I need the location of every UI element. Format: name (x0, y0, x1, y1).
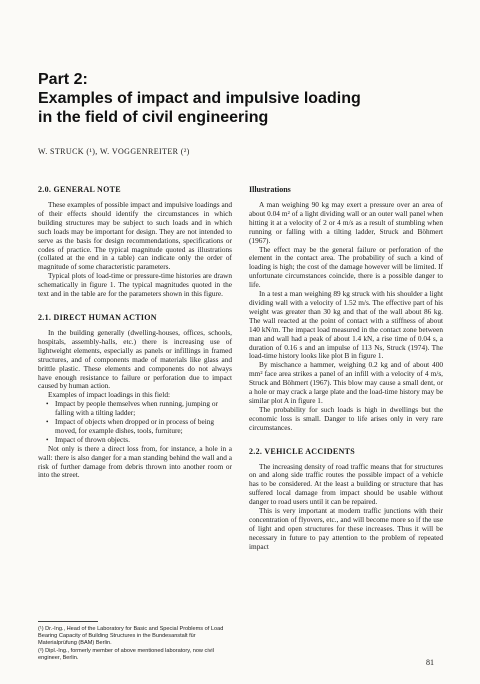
footnote-1: (¹) Dr.-Ing., Head of the Laboratory for Basic and Special Problems of Load Bearing Capacity of Building Structures in the Bundesanstalt für Materialprüfung (BAM) Berlin. (38, 626, 224, 646)
illustrations-heading: Illustrations (249, 185, 291, 194)
human-paragraph-3: Not only is there a direct loss from, for instance, a hole in a wall: there is also danger for a man standing behind the wall and a risk of further damage from debris thrown into another room or into the street. (38, 443, 232, 480)
bullet-icon: • (46, 435, 49, 444)
vehicle-paragraph-2: This is very important at modern traffic junctions with their concentration of flyovers, etc., and will become more so if the use of light and open structures for these increases. Thus it will be necessary in future to pay attention to the problem of repeated impact (249, 506, 443, 551)
title-line-1: Examples of impact and impulsive loading (38, 90, 361, 107)
list-item (46, 418, 232, 436)
footnotes (38, 621, 232, 663)
illustrations-paragraph-5: The probability for such loads is high in dwellings but the economic loss is small. Danger to life arises only in very rare circumstances. (249, 404, 443, 432)
human-paragraph-1: In the building generally (dwelling-houses, offices, schools, hospitals, assembly-halls, etc.) there is increasing use of lightweight elements, especially as panels or infillings in framed structures, and of components made of materials like glass and brittle plastic. These elements and components do not always have enough resistance to failure or perforation due to impact caused by human action. (38, 327, 232, 391)
illustrations-paragraph-4: By mischance a hammer, weighing 0.2 kg and of about 400 mm² face area strikes a panel of an infill with a velocity of 4 m/s, Struck and Böhmert (1967). This blow may cause a small dent, or a hole or may crack a large plate and the load-time history may be similar plot A in figure 1. (249, 360, 443, 405)
left-column (38, 185, 232, 480)
list-item-text: Impact of thrown objects. (55, 434, 130, 444)
right-column (249, 185, 443, 552)
section-heading-human-action: 2.1. DIRECT HUMAN ACTION (38, 312, 157, 322)
illustrations-paragraph-3: In a test a man weighing 89 kg struck with his shoulder a light dividing wall with a velocity of 1.52 m/s. The effective part of his weight was greater than 30 kg and that of the wall about 86 kg. The wall reacted at the point of contact with a stiffness of about 140 kN/m. The impact load measured in the contact zone between man and wall had a peak of about 1.4 kN, a rise time of 0.04 s, a duration of 0.16 s and an impulse of 113 Ns, Struck (1974). The load-time history looks like plot B in figure 1. (249, 289, 443, 361)
section-heading-vehicle-accidents: 2.2. VEHICLE ACCIDENTS (249, 446, 356, 456)
list-item-text: Impact of objects when dropped or in process of being moved, for example dishes, tools, furniture; (55, 417, 215, 435)
part-label: Part 2: (38, 71, 88, 88)
title-line-2: in the field of civil engineering (38, 109, 269, 126)
footnote-divider (38, 621, 98, 622)
general-paragraph-2: Typical plots of load-time or pressure-time histories are drawn schematically in figure 1. The typical magnitudes quoted in the text and in the table are for the parameters shown in this figure. (38, 271, 232, 299)
illustrations-paragraph-2: The effect may be the general failure or perforation of the element in the contact area. The probability of such a kind of loading is high; the cost of the damage however will be limited. If unfortunate circumstances coincide, there is a possible danger to life. (249, 244, 443, 290)
bullet-icon: • (46, 400, 49, 409)
page-number: 81 (426, 658, 434, 667)
general-paragraph-1: These examples of possible impact and impulsive loadings and of their effects should identify the circumstances in which building structures may be subject to such loads and in which such loads may be important for design. They are not intended to serve as the basis for design recommendations, specifications or codes of practice. The typical magnitude quoted as illustrations (collated at the end in a table) can indicate only the order of magnitude of some characteristic parameters. (38, 200, 233, 272)
article-title (38, 70, 458, 127)
bullet-icon: • (46, 418, 49, 427)
human-paragraph-2: Examples of impact loadings in this field: (48, 390, 170, 400)
footnote-2: (²) Dipl.-Ing., formerly member of above mentioned laboratory, now civil engineer, Berlin. (38, 648, 214, 661)
section-heading-general-note: 2.0. GENERAL NOTE (38, 185, 121, 194)
vehicle-paragraph-1: The increasing density of road traffic means that for structures on and along side traffic routes the possible impact of a vehicle has to be considered. At the least a building or structure that has suffered local damage from impact should be usable without danger to road users until it can be repaired. (249, 461, 443, 507)
list-item (46, 400, 232, 418)
list-item-text: Impact by people themselves when running, jumping or falling with a tilting ladder; (55, 399, 218, 418)
list-item (46, 436, 232, 445)
author-line: W. STRUCK (¹), W. VOGGENREITER (²) (38, 147, 190, 156)
impact-examples-list (38, 400, 232, 445)
illustrations-paragraph-1: A man weighing 90 kg may exert a pressure over an area of about 0.04 m² of a light dividing wall or an outer wall panel when hitting it at a velocity of 2 or 4 m/s as a result of stumbling when running or falling with a tilting ladder, Struck and Böhmert (1967). (249, 200, 443, 245)
